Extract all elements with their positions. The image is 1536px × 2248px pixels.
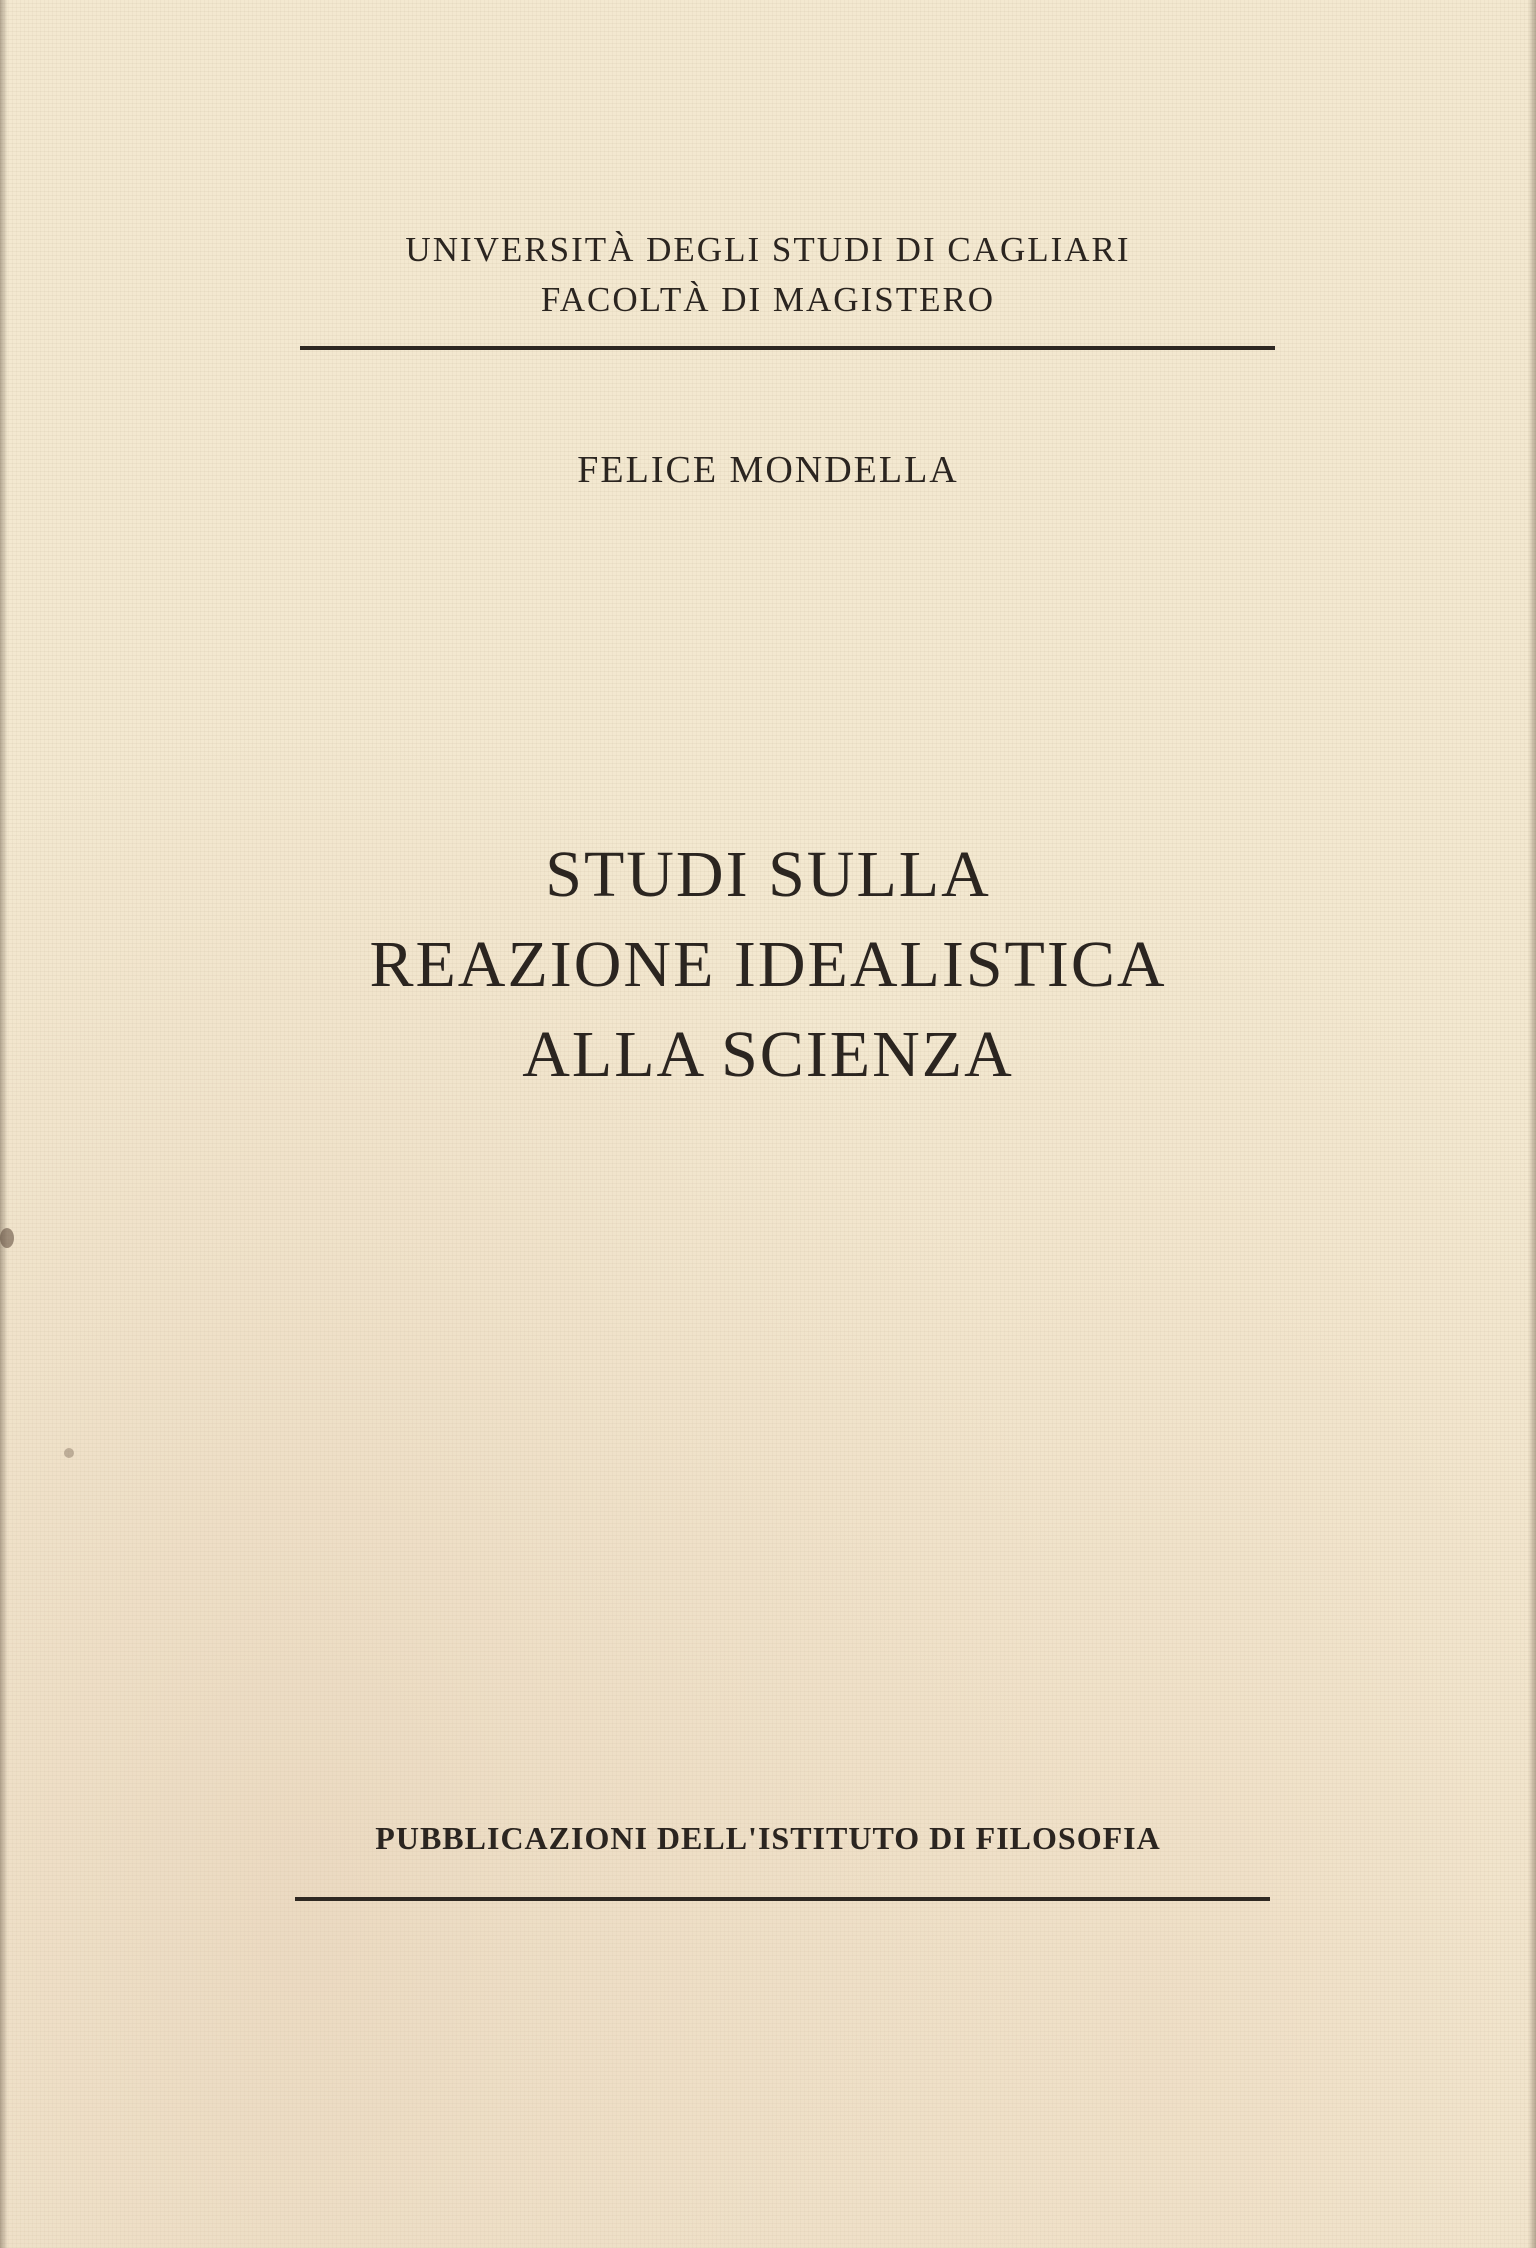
- wear-mark: [0, 1228, 14, 1248]
- title-line-1: STUDI SULLA: [545, 838, 991, 911]
- institution-block: [0, 225, 1536, 325]
- top-divider: [300, 346, 1275, 350]
- faculty-name: FACOLTÀ DI MAGISTERO: [540, 280, 996, 319]
- series-name: PUBBLICAZIONI DELL'ISTITUTO DI FILOSOFIA: [375, 1820, 1161, 1856]
- cover-left-edge: [0, 0, 8, 2248]
- wear-mark: [64, 1448, 74, 1458]
- title-line-3: ALLA SCIENZA: [522, 1018, 1014, 1091]
- author-name: FELICE MONDELLA: [577, 449, 959, 491]
- cover-right-edge: [1528, 0, 1536, 2248]
- bottom-divider: [295, 1897, 1270, 1901]
- book-title: [0, 830, 1536, 1100]
- title-line-2: REAZIONE IDEALISTICA: [369, 928, 1167, 1001]
- university-name: UNIVERSITÀ DEGLI STUDI DI CAGLIARI: [405, 230, 1131, 269]
